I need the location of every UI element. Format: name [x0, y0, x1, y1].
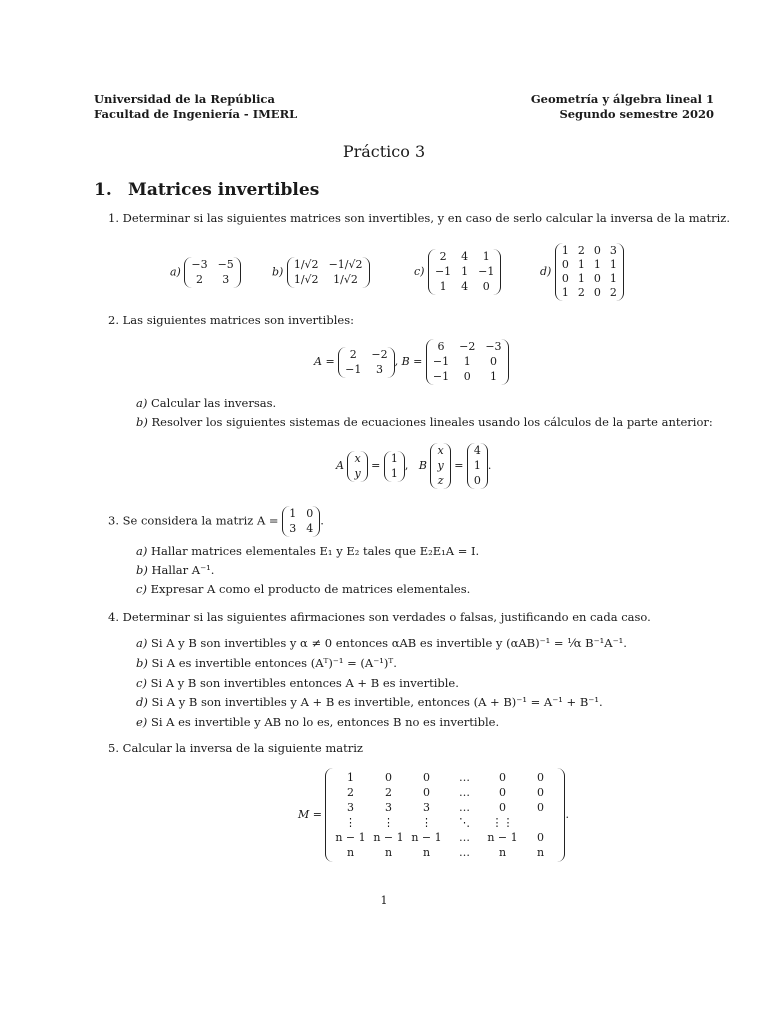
matrix-entry: … [458, 801, 470, 814]
matrix-entry: 0 [498, 786, 506, 799]
matrix-entry: 0 [536, 801, 544, 814]
q4-label-a: a) [136, 636, 148, 650]
matrix-entry: 1 [577, 272, 585, 285]
matrix-entry: n − 1 [411, 831, 442, 844]
matrix-entry: n − 1 [487, 831, 518, 844]
matrix-entry: 0 [422, 771, 430, 784]
q4-label-d: d) [136, 695, 148, 709]
matrix-entry: 0 [498, 801, 506, 814]
matrix-entry: n [536, 846, 545, 859]
q2-sys-B: B [418, 459, 427, 472]
q2-statement [108, 313, 354, 328]
q2-vector-xB [430, 443, 450, 489]
matrix-entry: n − 1 [335, 831, 366, 844]
q2-text-a: Calcular las inversas. [151, 396, 277, 410]
q3-item-c [136, 582, 470, 597]
matrix-entry: 0 [463, 370, 471, 383]
matrix-entry: −1 [432, 355, 450, 368]
matrix-entry: 1 [482, 250, 490, 263]
q2-text-b: Resolver los siguientes sistemas de ecuaciones lineales usando los cálculos de la parte anterior: [151, 415, 713, 429]
matrix-entry: −3 [485, 340, 502, 353]
q2-eq-B: = [454, 459, 464, 472]
q1-item-b [272, 257, 370, 288]
q2-matrix-B [426, 339, 509, 385]
matrix-entry: 1 [593, 258, 601, 271]
matrix-entry: 3 [609, 244, 617, 257]
matrix-entry: 2 [346, 786, 354, 799]
matrix-entry: 0 [422, 786, 430, 799]
matrix-entry: z [437, 474, 444, 487]
q3-text-b: Hallar A⁻¹. [151, 563, 215, 577]
matrix-entry: 1 [577, 258, 585, 271]
q4-text-b: Si A es invertible entonces (Aᵀ)⁻¹ = (A⁻¹)ᵀ. [151, 656, 397, 670]
matrix-entry: 0 [536, 831, 544, 844]
matrix-entry: 1 [390, 451, 398, 465]
q3-text: Se considera la matriz A = [122, 513, 279, 528]
matrix-entry: 0 [593, 272, 601, 285]
matrix-entry: 0 [593, 244, 601, 257]
matrix-entry: 3 [376, 362, 383, 376]
q2-item-b [136, 415, 713, 430]
q1-label-b: b) [272, 265, 284, 279]
q1-matrix-d [555, 243, 624, 301]
q4-label-b: b) [136, 656, 148, 670]
matrix-entry: 3 [222, 273, 230, 286]
matrix-entry: 4 [461, 250, 469, 263]
matrix-entry: n [346, 846, 355, 859]
header-right [531, 92, 714, 122]
matrix-entry: −1 [432, 370, 450, 383]
q3-label-c: c) [136, 582, 147, 596]
matrix-entry: y [354, 466, 361, 480]
q4-item-d [136, 695, 603, 710]
matrix-entry: ⋮ [420, 816, 432, 829]
q1-matrix-c [428, 249, 501, 295]
matrix-entry: … [458, 771, 470, 784]
faculty-name: Facultad de Ingeniería - IMERL [94, 107, 298, 121]
matrix-entry: −2 [371, 347, 388, 361]
q5-statement [108, 741, 363, 756]
q2-vector-rhsB [467, 443, 488, 489]
q3-label-a: a) [136, 544, 148, 558]
q1-label-d: d) [540, 265, 552, 278]
q2-number: 2. [108, 313, 119, 327]
matrix-entry: −3 [191, 258, 208, 271]
matrix-entry: 1 [289, 507, 297, 520]
q2-text: Las siguientes matrices son invertibles: [122, 313, 354, 327]
matrix-entry: 2 [577, 244, 585, 257]
q2-eq-A: = [371, 459, 381, 472]
matrix-entry: 1 [561, 244, 569, 257]
q3-text-c: Expresar A como el producto de matrices elementales. [150, 582, 471, 596]
q2-matrices [314, 339, 509, 385]
q3-item-a [136, 544, 479, 559]
q4-text: Determinar si las siguientes afirmaciones son verdades o falsas, justificando en cada caso. [122, 610, 651, 624]
q4-item-a [136, 636, 627, 651]
matrix-entry: 0 [489, 355, 497, 368]
matrix-entry: 0 [536, 786, 544, 799]
q4-number: 4. [108, 610, 119, 624]
q1-statement [108, 211, 730, 226]
q4-label-e: e) [136, 715, 148, 729]
q1-item-c [414, 249, 501, 295]
q4-statement [108, 610, 651, 625]
matrix-entry: 0 [482, 280, 490, 293]
q4-text-c: Si A y B son invertibles entonces A + B es invertible. [150, 676, 459, 690]
q3-matrix-A [282, 506, 320, 537]
matrix-entry: 2 [384, 786, 392, 799]
matrix-entry: 2 [349, 347, 357, 361]
matrix-entry: ⋮ [344, 816, 356, 829]
q3-number: 3. [108, 513, 119, 528]
matrix-entry: 0 [473, 474, 481, 487]
matrix-entry: 1 [609, 258, 617, 271]
matrix-entry: 4 [461, 280, 469, 293]
q2-B-label: , B = [394, 355, 423, 368]
matrix-entry: 1 [346, 771, 354, 784]
matrix-entry: … [458, 786, 470, 799]
section-title: Matrices invertibles [128, 180, 320, 200]
q2-item-a [136, 396, 276, 411]
q4-item-e [136, 715, 499, 730]
matrix-entry: 4 [473, 444, 481, 457]
matrix-entry: −2 [459, 340, 476, 353]
q1-label-c: c) [414, 265, 425, 278]
q3-label-b: b) [136, 563, 148, 577]
q1-matrix-a [184, 257, 240, 288]
matrix-entry: 1/√2 [293, 273, 319, 286]
matrix-entry: 2 [439, 250, 447, 263]
q5-matrix-block [298, 768, 569, 862]
course-name: Geometría y álgebra lineal 1 [530, 92, 714, 106]
matrix-entry: 1/√2 [293, 258, 319, 271]
q2-A-label: A = [314, 355, 335, 368]
matrix-entry: 3 [346, 801, 354, 814]
matrix-entry: 0 [536, 771, 544, 784]
matrix-entry: 0 [561, 272, 569, 285]
matrix-entry: −1/√2 [328, 258, 363, 271]
q5-number: 5. [108, 741, 119, 755]
q3-statement: 3. Se considera la matriz A = 1 0 3 4 . [108, 507, 324, 535]
q2-matrix-A [338, 347, 394, 378]
q2-label-b: b) [136, 415, 148, 429]
matrix-entry: 4 [306, 522, 314, 535]
matrix-entry: n − 1 [373, 831, 404, 844]
matrix-entry: 3 [289, 522, 297, 535]
q2-vector-xA [347, 451, 367, 482]
matrix-entry: x [437, 444, 444, 457]
matrix-entry: … [458, 846, 470, 859]
q5-text: Calcular la inversa de la siguiente matriz [122, 741, 363, 755]
matrix-entry: −1 [478, 265, 495, 278]
matrix-entry: 3 [422, 801, 430, 814]
q1-item-d [540, 243, 624, 301]
q4-text-d: Si A y B son invertibles y A + B es invertible, entonces (A + B)⁻¹ = A⁻¹ + B⁻¹. [151, 695, 603, 709]
matrix-entry: n [384, 846, 393, 859]
matrix-entry: x [354, 451, 361, 465]
q4-item-b [136, 656, 397, 671]
matrix-entry: 0 [593, 286, 601, 299]
q5-M-label: M = [298, 808, 322, 821]
university-name: Universidad de la República [94, 92, 275, 106]
matrix-entry: 0 [561, 258, 569, 271]
matrix-entry: 0 [498, 771, 506, 784]
matrix-entry: −5 [217, 258, 234, 271]
matrix-entry: ⋮ [382, 816, 394, 829]
q2-comma: , [404, 459, 409, 472]
matrix-entry: 3 [384, 801, 392, 814]
q5-matrix-M [325, 768, 565, 862]
q4-text-a: Si A y B son invertibles y α ≠ 0 entonces αAB es invertible y (αAB)⁻¹ = ¹⁄α B⁻¹A⁻¹. [151, 636, 627, 650]
q3-text-a: Hallar matrices elementales E₁ y E₂ tales que E₂E₁A = I. [151, 544, 480, 558]
q2-period: . [487, 459, 492, 472]
matrix-entry: 1 [390, 466, 398, 480]
matrix-entry: −1 [345, 362, 362, 376]
matrix-entry: … [458, 831, 470, 844]
page-number: 1 [380, 894, 388, 907]
q2-vector-rhsA [384, 451, 405, 482]
matrix-entry: 1 [609, 272, 617, 285]
q2-systems [336, 443, 491, 489]
q4-item-c [136, 676, 459, 691]
section-heading [94, 180, 319, 200]
q1-matrix-b [287, 257, 370, 288]
q1-item-a [170, 257, 241, 288]
matrix-entry: 1 [473, 459, 481, 472]
matrix-entry: 1 [561, 286, 569, 299]
matrix-entry: 1 [439, 280, 447, 293]
matrix-entry: 6 [437, 340, 445, 353]
page-title: Práctico 3 [342, 142, 426, 161]
matrix-entry: ⋮⋮ [491, 816, 514, 829]
matrix-entry: n [422, 846, 431, 859]
semester-label: Segundo semestre 2020 [559, 107, 714, 121]
matrix-entry: 2 [195, 273, 203, 286]
q1-label-a: a) [170, 265, 181, 279]
matrix-entry: 0 [384, 771, 392, 784]
q4-label-c: c) [136, 676, 147, 690]
matrix-entry: 2 [577, 286, 585, 299]
q1-text: Determinar si las siguientes matrices son invertibles, y en caso de serlo calcular la inversa de la matriz. [122, 211, 730, 225]
matrix-entry: ⋱ [458, 816, 470, 829]
matrix-entry: 1 [463, 355, 471, 368]
q3-item-b [136, 563, 214, 578]
matrix-entry: 1/√2 [333, 273, 358, 286]
q1-number: 1. [108, 211, 119, 225]
matrix-entry [524, 815, 556, 830]
q2-sys-A: A [336, 459, 344, 472]
q2-label-a: a) [136, 396, 148, 410]
matrix-entry: 0 [306, 507, 314, 520]
matrix-entry: 1 [489, 370, 497, 383]
matrix-entry: 2 [609, 286, 617, 299]
matrix-entry: 1 [461, 265, 469, 278]
matrix-entry: −1 [434, 265, 452, 278]
header-left [94, 92, 297, 122]
q5-period: . [565, 808, 569, 821]
matrix-entry: y [437, 459, 444, 472]
matrix-entry: n [498, 846, 507, 859]
q4-text-e: Si A es invertible y AB no lo es, entonces B no es invertible. [150, 715, 500, 729]
section-number: 1. [94, 180, 112, 200]
